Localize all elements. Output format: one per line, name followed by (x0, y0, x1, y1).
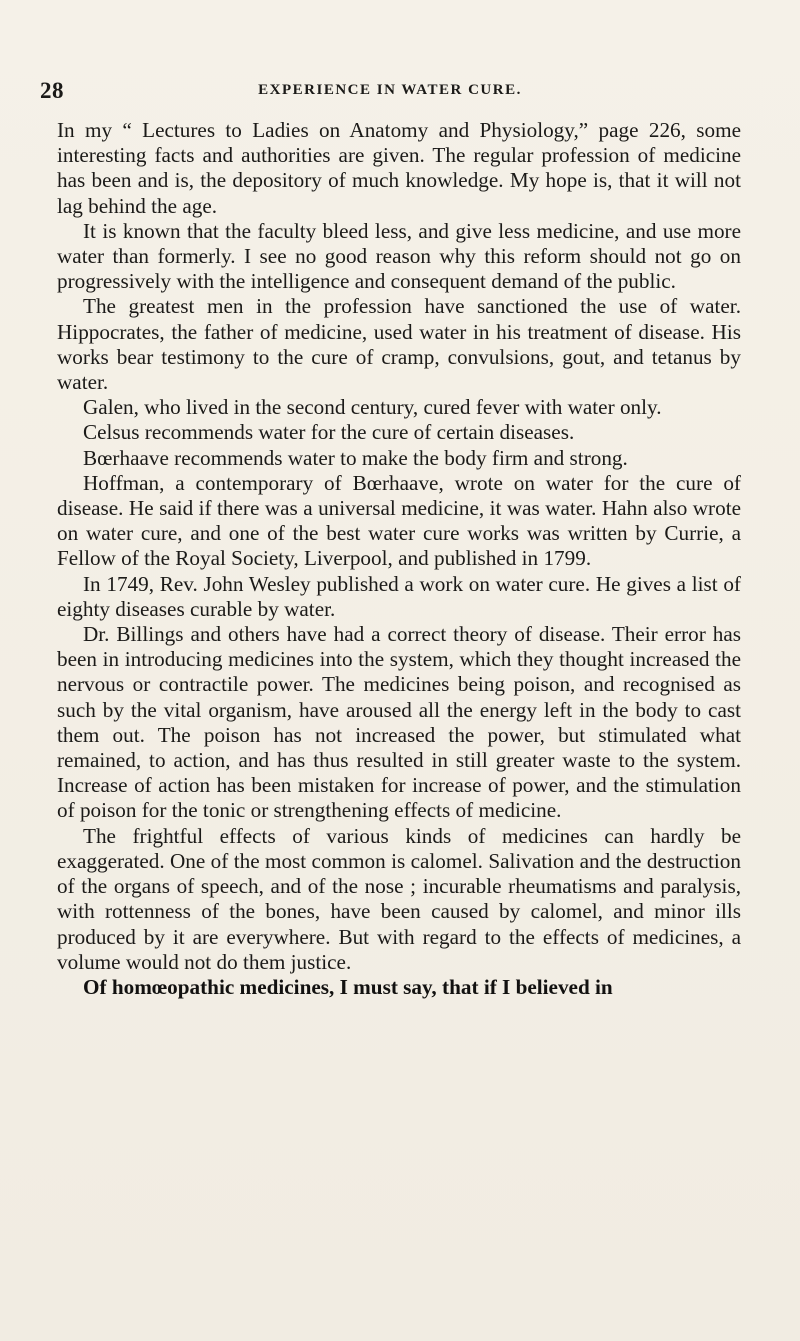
paragraph-galen: Galen, who lived in the second century, cured fever with water only. (83, 395, 662, 420)
paragraph-celsus: Celsus recommends water for the cure of certain diseases. (83, 420, 575, 445)
body-text (57, 118, 741, 1000)
paragraph-hoffman: Hoffman, a contemporary of Bœrhaave, wrote on water for the cure of disease. He said if there was a universal medicine, it was water. Hahn also wrote on water cure, and one of the best water cure works was written by Currie, a Fellow of the Royal Society, Liverpool, and published in 1799. (57, 470, 741, 571)
paragraph-billings: Dr. Billings and others have had a correct theory of disease. Their error has been in introducing medicines into the system, which they thought increased the nervous or contractile power. The medicines being poison, and recognised as such by the vital organism, have aroused all the energy left in the body to cast them out. The poison has not increased the power, but stimulated what remained, to action, and has thus resulted in still greater waste to the system. Increase of action has been mistaken for increase of power, and the stimulation of poison for the tonic or strengthening effects of medicine. (57, 622, 741, 823)
paragraph-homoeopathic: Of homœopathic medicines, I must say, that if I believed in (83, 974, 613, 999)
running-head: EXPERIENCE IN WATER CURE. (258, 82, 522, 98)
paragraph-calomel: The frightful effects of various kinds of medicines can hardly be exaggerated. One of the most common is calomel. Salivation and the destruction of the organs of speech, and of the nose ; incurable rheumatisms and paralysis, with rottenness of the bones, have been caused by calomel, and minor ills produced by it are everywhere. But with regard to the effects of medicines, a volume would not do them justice. (57, 823, 741, 974)
paragraph-wesley: In 1749, Rev. John Wesley published a work on water cure. He gives a list of eighty diseases curable by water. (57, 571, 741, 621)
paragraph-lectures: In my “ Lectures to Ladies on Anatomy and Physiology,” page 226, some interesting facts and authorities are given. The regular profession of medicine has been and is, the depository of much knowledge. My hope is, that it will not lag behind the age. (57, 118, 741, 218)
page-header (40, 78, 740, 108)
page-number: 28 (40, 78, 64, 103)
paragraph-hippocrates: The greatest men in the profession have sanctioned the use of water. Hippocrates, the father of medicine, used water in his treatment of disease. His works bear testimony to the cure of cramp, convulsions, gout, and tetanus by water. (57, 294, 741, 395)
paragraph-faculty: It is known that the faculty bleed less, and give less medicine, and use more water than formerly. I see no good reason why this reform should not go on progressively with the intelligence and consequent demand of the public. (57, 218, 741, 294)
paragraph-boerhaave: Bœrhaave recommends water to make the body firm and strong. (83, 445, 628, 470)
